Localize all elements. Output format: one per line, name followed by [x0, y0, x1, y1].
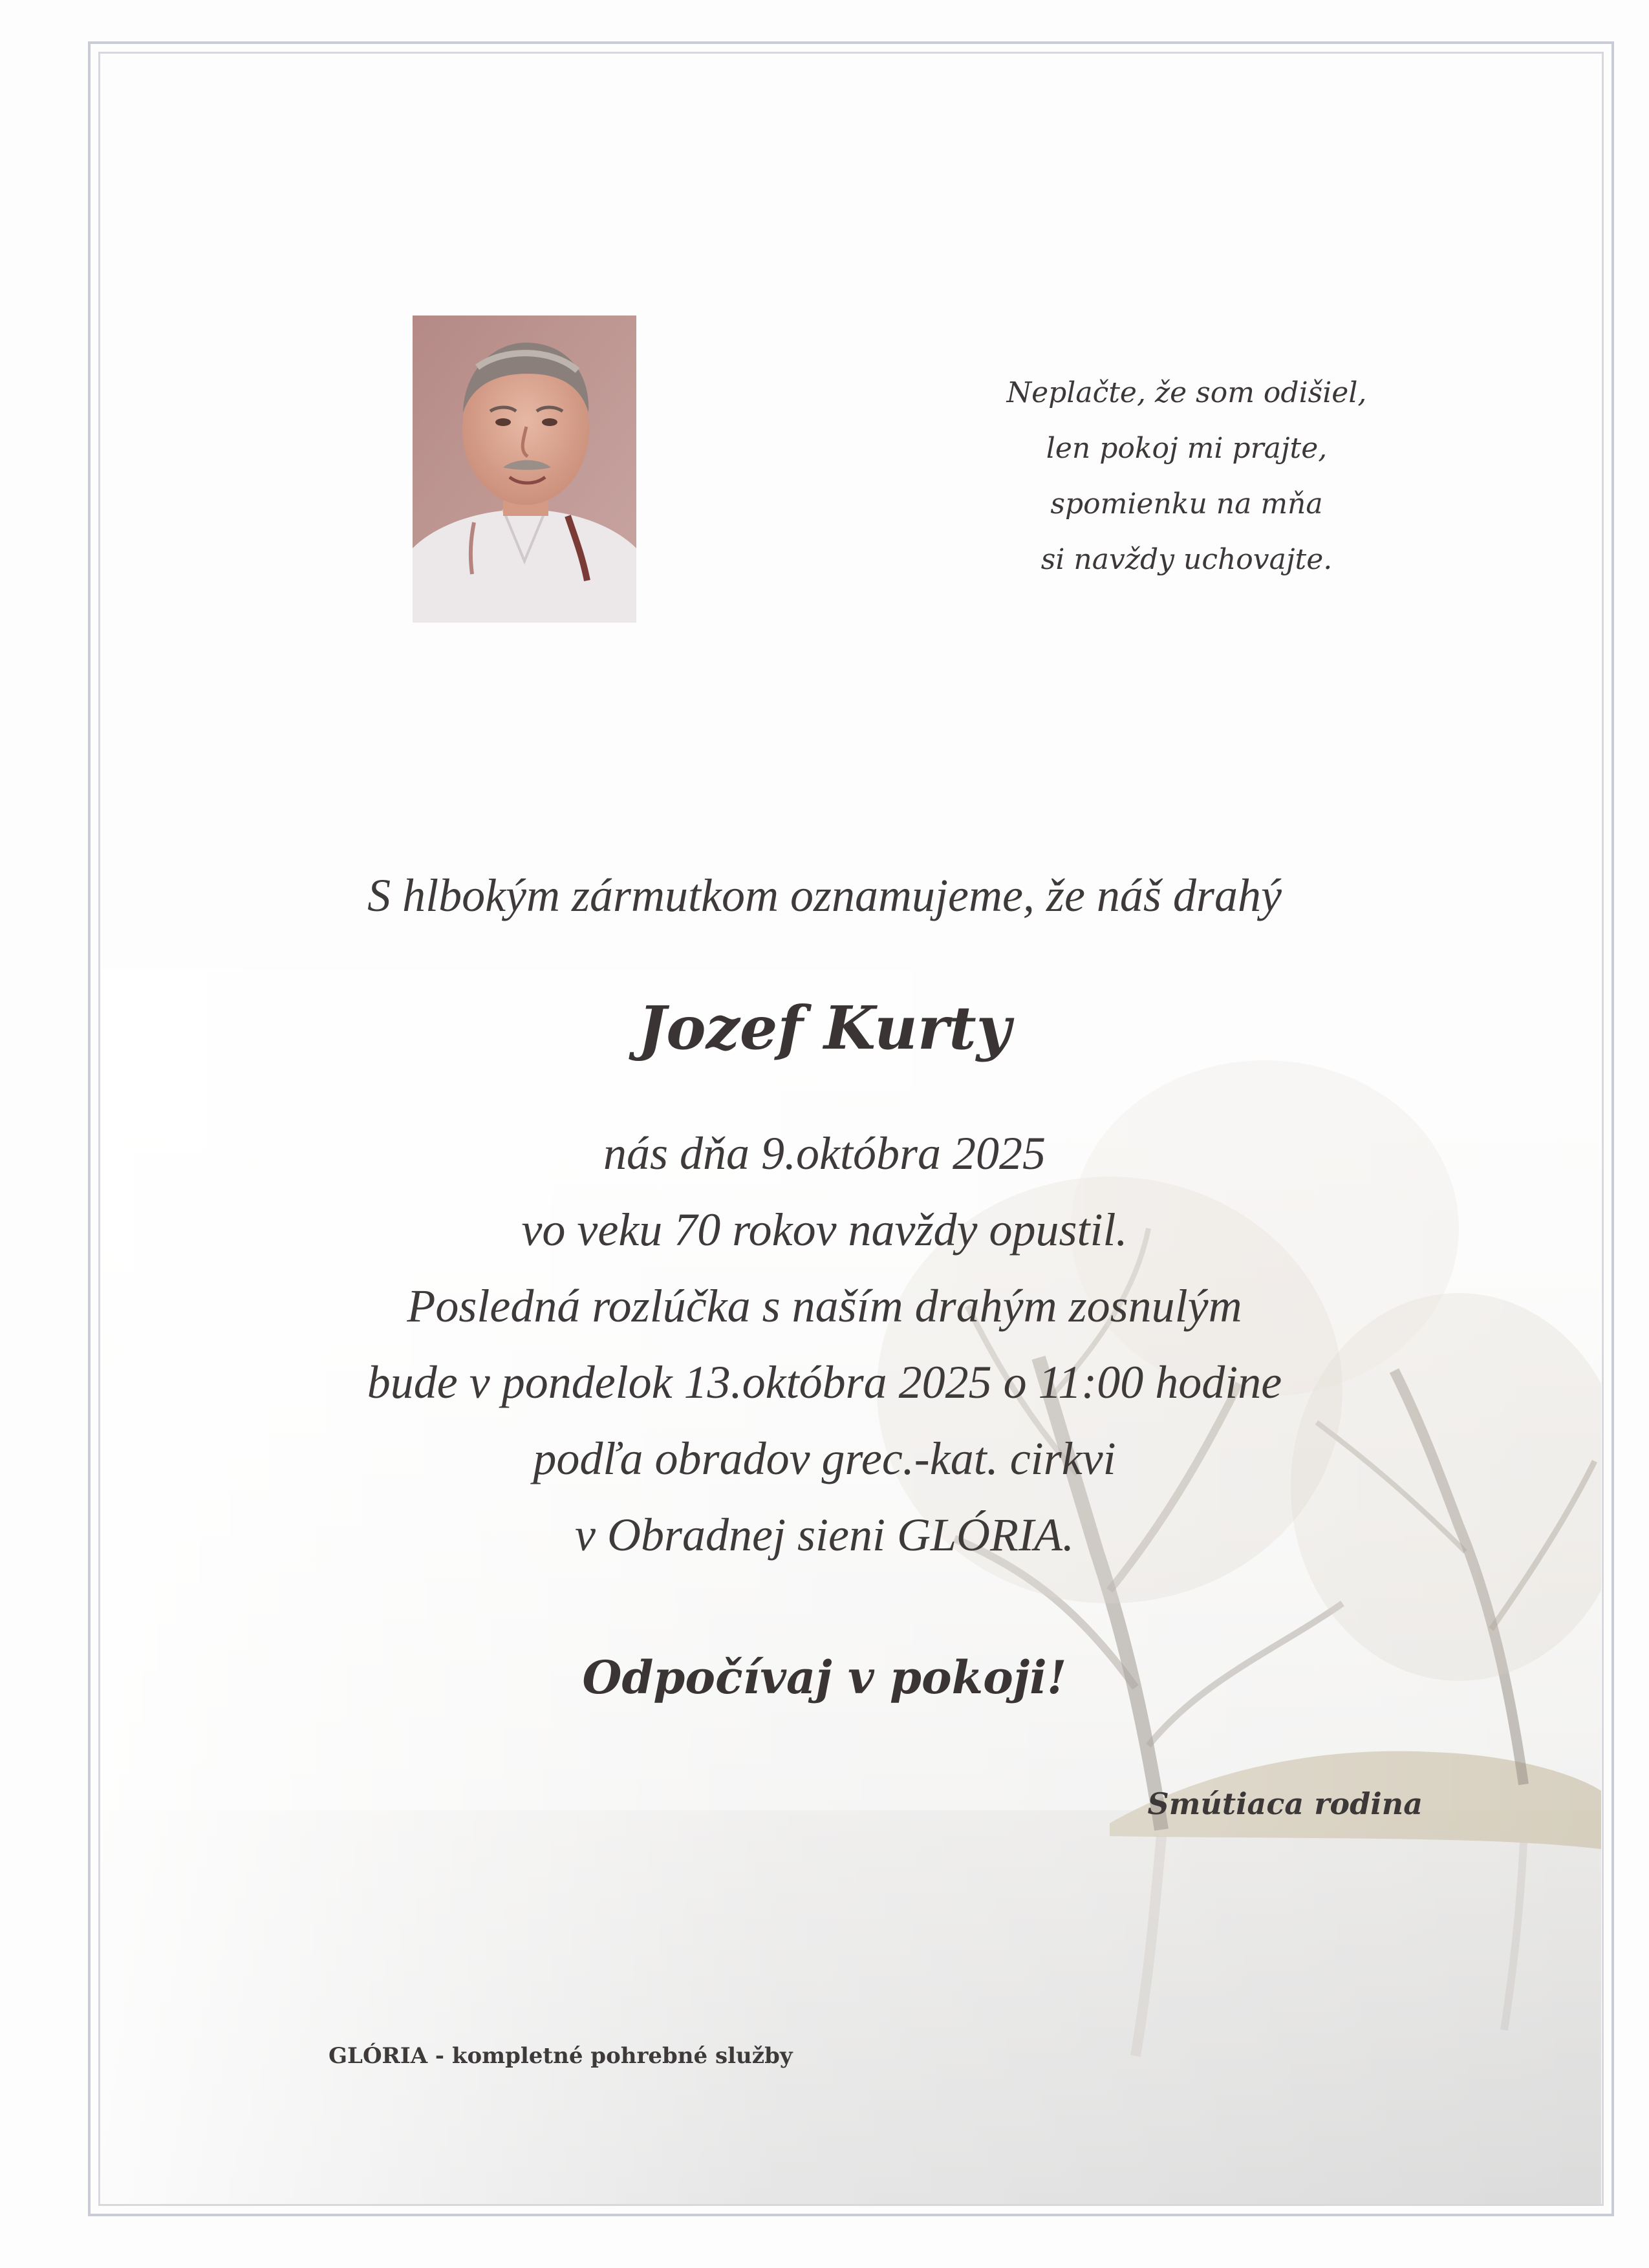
body-line: bude v pondelok 13.októbra 2025 o 11:00 hodine: [367, 1356, 1282, 1408]
body-line: Posledná rozlúčka s naším drahým zosnulým: [407, 1280, 1242, 1332]
funeral-service-footer: GLÓRIA - kompletné pohrebné služby: [329, 2043, 793, 2069]
body-line: podľa obradov grec.-kat. cirkvi: [533, 1433, 1116, 1484]
memorial-quote: [899, 365, 1474, 588]
quote-line: Neplačte, že som odišiel,: [1006, 376, 1367, 409]
quote-line: si navždy uchovajte.: [1040, 543, 1333, 576]
announcement-body: [194, 1115, 1455, 1573]
family-signature: Smútiaca rodina: [1147, 1786, 1423, 1821]
quote-line: len pokoj mi prajte,: [1046, 432, 1328, 465]
portrait-photo: [413, 316, 636, 623]
quote-line: spomienku na mňa: [1050, 487, 1323, 520]
deceased-name: Jozef Kurty: [638, 993, 1011, 1063]
farewell-heading: Odpočívaj v pokoji!: [582, 1651, 1067, 1704]
body-line: nás dňa 9.októbra 2025: [603, 1128, 1046, 1179]
announcement-intro: S hlbokým zármutkom oznamujeme, že náš drahý: [367, 870, 1282, 921]
body-line: vo veku 70 rokov navždy opustil.: [521, 1204, 1128, 1256]
body-line: v Obradnej sieni GLÓRIA.: [575, 1509, 1074, 1561]
